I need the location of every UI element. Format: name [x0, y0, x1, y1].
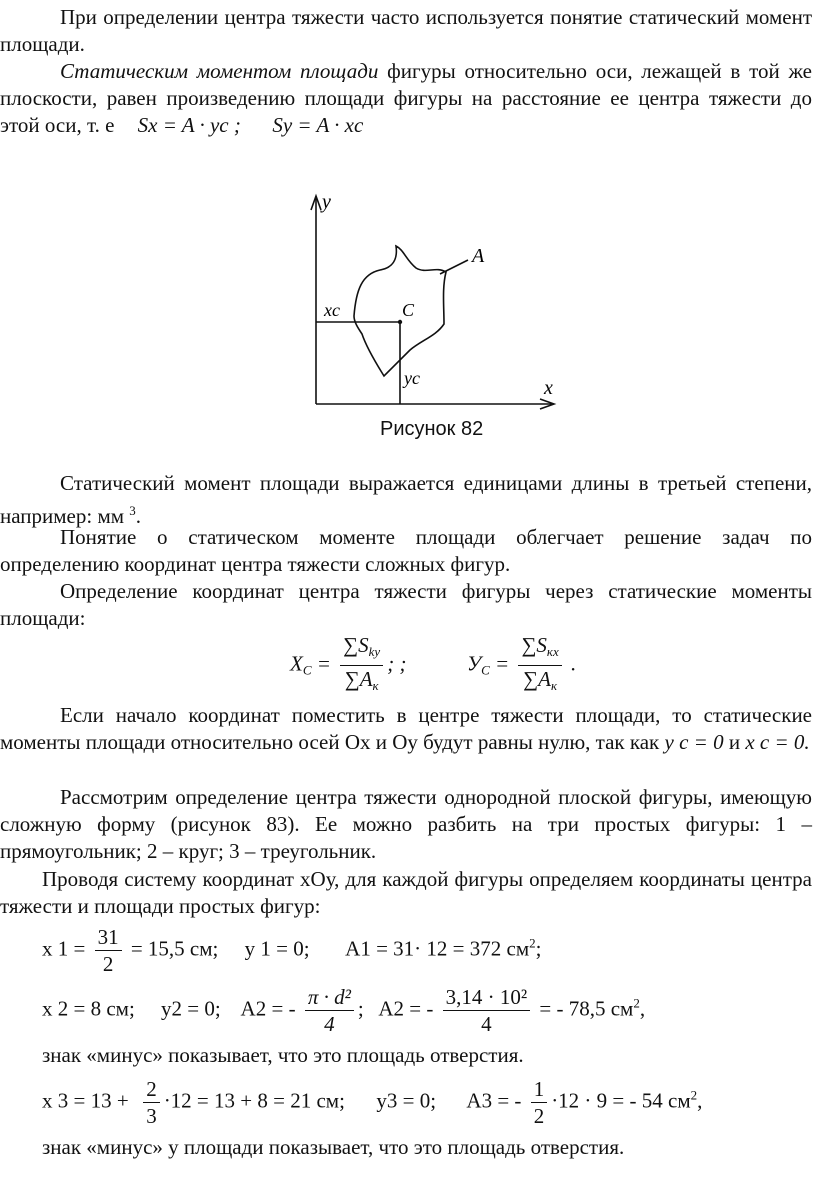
- r2-frac1-den: 4: [324, 1012, 335, 1036]
- xc-num: ∑S: [343, 633, 369, 657]
- label-xc: xc: [324, 300, 340, 320]
- x-axis-label: x: [544, 377, 553, 399]
- yc-lhs-sub: C: [481, 662, 490, 678]
- paragraph-coordinates: Определение координат центра тяжести фигуры через статические моменты площади:: [0, 579, 812, 630]
- r3-end: ,: [697, 1088, 703, 1113]
- paragraph-definition: [0, 58, 812, 139]
- r1-sup: 2: [529, 935, 536, 951]
- yc-den-sub: к: [550, 678, 558, 693]
- yc-zero: y c = 0: [664, 730, 724, 754]
- r3-frac2-num: 1: [531, 1076, 548, 1103]
- r2-sup: 2: [633, 995, 640, 1011]
- r2-a: x 2 = 8 см; y2 = 0; A2 = -: [42, 996, 296, 1021]
- r1-x: x 1 =: [42, 936, 91, 961]
- label-C: C: [402, 300, 415, 320]
- xc-lhs: X: [290, 651, 303, 676]
- xc-num-sub: ky: [368, 644, 381, 659]
- yc-lhs: У: [466, 651, 482, 676]
- r2-fraction-1: [305, 984, 354, 1037]
- xc-den-sub: к: [372, 678, 379, 693]
- label-yc: yc: [404, 368, 420, 388]
- r3-b: ·12 = 13 + 8 = 21 см; y3 = 0; A3 = -: [163, 1088, 522, 1113]
- r3-a: x 3 = 13 +: [42, 1088, 134, 1113]
- units-text: Статический момент площади выражается единицами длины в третьей степени, например: мм: [0, 471, 812, 528]
- paragraph-intro: При определении центра тяжести часто используется понятие статический момент площади.: [0, 5, 812, 56]
- r3-c: ·12 · 9 = - 54 см: [551, 1088, 691, 1113]
- r2-b: ; A2 = -: [357, 996, 434, 1021]
- figure-82: [300, 190, 560, 420]
- r3-frac1-den: 3: [146, 1104, 157, 1128]
- label-A: A: [472, 245, 485, 267]
- note-2: знак «минус» у площади показывает, что это площадь отверстия.: [42, 1135, 625, 1159]
- r1-end: ;: [535, 936, 542, 961]
- xc-zero: x c = 0.: [745, 730, 810, 754]
- r2-c: = - 78,5 см: [534, 996, 634, 1021]
- r3-frac2-den: 2: [533, 1104, 545, 1128]
- calc-row-3: [42, 1076, 702, 1129]
- yc-num-sub: кх: [546, 644, 559, 659]
- paragraph-concept: Понятие о статическом моменте площади облегчает решение задач по определению координат центра тяжести сложных фигур.: [0, 525, 812, 576]
- yc-num: ∑S: [521, 633, 547, 657]
- r2-frac2-den: 4: [481, 1012, 492, 1036]
- figure-caption: Рисунок 82: [380, 418, 484, 440]
- paragraph-coordinate-system: Проводя систему координат хОу, для каждой фигуры определяем координаты центра тяжести и площади простых фигур:: [0, 867, 812, 918]
- r3-sup: 2: [690, 1087, 698, 1103]
- paragraph-origin: [0, 702, 812, 756]
- r2-frac1-num: π · d²: [305, 984, 354, 1011]
- centroid-formulas: $X_C$ = $\frac{\sum S_{ky}}{\sum A_к}$ ; ; $У_C$ = $\frac{\sum S_{кх}}{\sum A_к}$ .: [290, 632, 576, 699]
- leader-A: [440, 260, 468, 274]
- origin-text: Если начало координат поместить в центре тяжести площади, то статические моменты площади относительно осей Ох и Оу будут равны нулю, так как: [0, 703, 812, 754]
- r1-rest: = 15,5 см; y 1 = 0; A1 = 31· 12 = 372 см: [125, 936, 530, 961]
- r3-fraction-1: [143, 1076, 160, 1129]
- xc-den: ∑A: [344, 667, 373, 691]
- r1-den: 2: [102, 952, 114, 976]
- r2-fraction-2: [443, 984, 531, 1037]
- note-1: знак «минус» показывает, что это площадь отверстия.: [42, 1043, 524, 1067]
- origin-and: и: [723, 730, 746, 754]
- xc-lhs-sub: C: [302, 662, 312, 678]
- r2-frac2-num: 3,14 · 10²: [443, 984, 531, 1011]
- y-axis-label: y: [322, 191, 331, 213]
- calc-row-2: [42, 984, 645, 1037]
- xc-fraction: [340, 632, 383, 699]
- r3-fraction-2: [531, 1076, 548, 1129]
- term-static-moment: Статическим моментом площади: [60, 59, 379, 83]
- r3-frac1-num: 2: [143, 1076, 160, 1103]
- definition-text: фигуры относительно оси, лежащей в той же плоскости, равен произведению площади фигуры на расстояние ее центра тяжести до этой оси, т. е: [0, 59, 813, 137]
- paragraph-composite: Рассмотрим определение центра тяжести однородной плоской фигуры, имеющую сложную форму (рисунок 83). Ее можно разбить на три простых фигуры: 1 – прямоугольник; 2 – круг; 3 – треугольник.: [0, 785, 812, 863]
- r2-end: ,: [639, 996, 646, 1021]
- static-moment-formula: Sx = A · yc ; Sy = A · xc: [137, 113, 364, 137]
- r1-num: 31: [95, 924, 122, 951]
- calc-row-1: [42, 924, 541, 977]
- paragraph-units: Статический момент площади выражается единицами длины в третьей степени, например: мм $^3$.: [0, 471, 812, 528]
- yc-den: ∑A: [523, 667, 551, 691]
- r1-fraction: [95, 924, 122, 977]
- yc-fraction: [518, 632, 561, 699]
- centroid-point: [398, 320, 402, 324]
- units-cube: 3: [129, 503, 136, 518]
